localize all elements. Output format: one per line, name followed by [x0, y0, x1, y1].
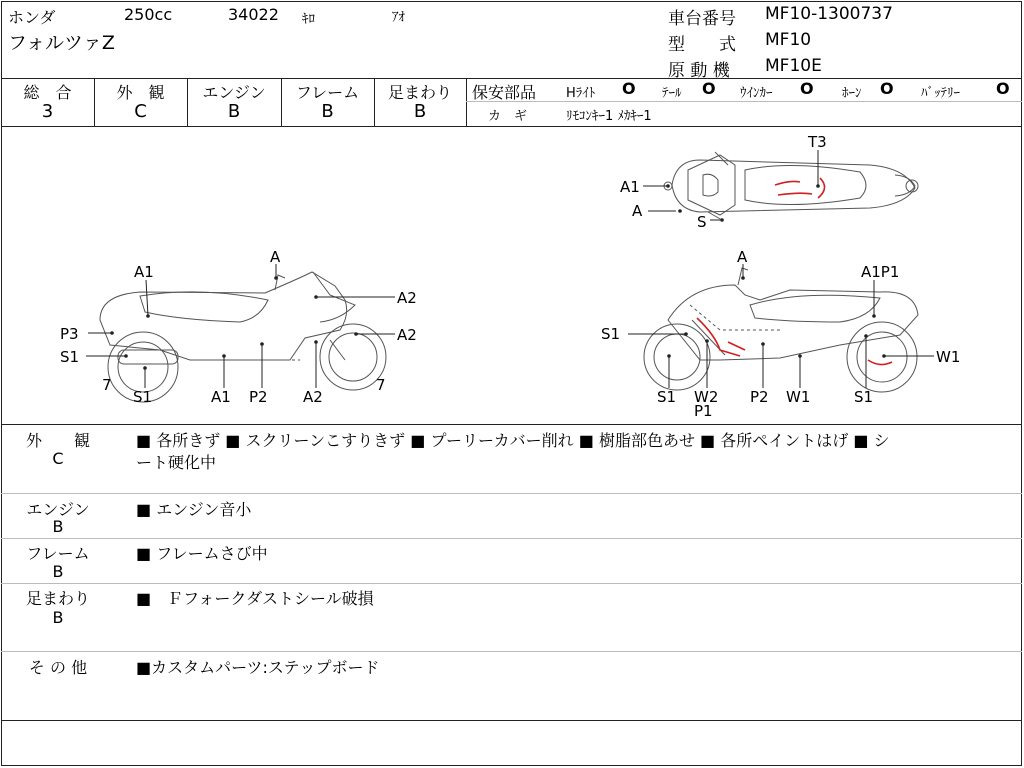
engine-grade-value: B [227, 101, 241, 122]
vehicle-color: ｱｵ [392, 10, 405, 25]
diagram-label: P3 [60, 325, 79, 343]
notes-frame-text: ■ フレームさび中 [136, 544, 268, 563]
diagram-label: 7 [376, 376, 386, 394]
displacement: 250cc [124, 5, 173, 24]
taillight-ok-mark: O [702, 79, 716, 98]
diagram-label: S1 [854, 388, 874, 406]
notes-exterior-label: 外 観 [25, 431, 90, 450]
diagram-label: S [697, 213, 707, 231]
diagram-label: T3 [808, 133, 827, 151]
notes-engine-text: ■ エンジン音小 [136, 500, 252, 519]
diagram-label: A1 [211, 388, 231, 406]
diagram-label: A [632, 202, 643, 220]
diagram-label: A1P1 [861, 263, 900, 281]
diagram-label: S1 [601, 325, 621, 343]
diagram-label: A1 [134, 263, 154, 281]
winker-ok-mark: O [800, 79, 814, 98]
chassis-value: MF10-1300737 [765, 4, 893, 24]
keys-label: カ ギ [488, 109, 528, 124]
divider-footer [1, 720, 1022, 721]
suspension-grade-value: B [413, 101, 427, 122]
diagram-label: A [270, 248, 281, 266]
diagram-label: A1 [620, 178, 640, 196]
notes-frame-grade: B [52, 562, 64, 581]
diagram-label: 7 [102, 376, 112, 394]
battery-ok-mark: O [996, 79, 1010, 98]
mileage: 34022 [228, 5, 279, 24]
overall-grade-value: 3 [41, 101, 54, 122]
diagram-label: A2 [303, 388, 323, 406]
notes-exterior-text: ■ 各所きず ■ スクリーンこすりきず ■ プーリーカバー削れ ■ 樹脂部色あせ ■ 各所ペイントはげ ■ シ [136, 431, 890, 450]
notes-other-text: ■カスタムパーツ:ステップボード [136, 658, 380, 677]
type-value: MF10 [765, 30, 812, 50]
notes-divider [1, 651, 1022, 652]
diagram-label: S1 [133, 388, 153, 406]
diagram-label: P2 [249, 388, 268, 406]
notes-suspension-label: 足まわり [25, 589, 90, 608]
damage-mark [775, 181, 800, 185]
damage-mark [728, 342, 745, 350]
keys-value: ﾘﾓｺﾝｷｰ1 ﾒｶｷｰ1 [566, 109, 652, 124]
diagram-label: A2 [397, 326, 417, 344]
headlight-label: Hﾗｲﾄ [566, 86, 596, 101]
frame-grade-label: フレーム [295, 83, 360, 102]
engine-model-label: 原 動 機 [668, 61, 730, 81]
notes-other-label: そ の 他 [28, 658, 88, 677]
notes-divider [1, 538, 1022, 539]
exterior-grade-value: C [134, 101, 147, 122]
diagram-label: S1 [657, 388, 677, 406]
model-name: フォルツァZ [8, 32, 115, 54]
diagram-label: W1 [936, 348, 961, 366]
safety-parts-label: 保安部品 [472, 83, 537, 102]
exterior-grade-label: 外 観 [116, 83, 165, 102]
suspension-grade-label: 足まわり [387, 83, 452, 102]
diagram-label: A2 [397, 289, 417, 307]
engine-grade-label: エンジン [202, 83, 266, 102]
notes-frame-label: フレーム [26, 544, 90, 563]
engine-model-value: MF10E [765, 56, 822, 76]
mileage-unit: ｷﾛ [302, 12, 315, 27]
horn-ok-mark: O [880, 79, 894, 98]
diagram-label: S1 [60, 348, 80, 366]
battery-label: ﾊﾞｯﾃﾘｰ [921, 86, 960, 101]
damage-mark [868, 360, 892, 365]
notes-divider [1, 583, 1022, 584]
overall-grade-label: 総 合 [23, 83, 72, 102]
winker-label: ｳｲﾝｶｰ [740, 86, 773, 101]
diagram-label: A [737, 248, 748, 266]
notes-engine-label: エンジン [26, 500, 90, 519]
notes-engine-grade: B [52, 517, 64, 536]
taillight-label: ﾃｰﾙ [662, 86, 682, 101]
notes-exterior-grade: C [52, 449, 64, 468]
maker-name: ホンダ [8, 8, 56, 27]
chassis-label: 車台番号 [668, 9, 736, 29]
notes-divider [1, 493, 1022, 494]
headlight-ok-mark: O [622, 79, 636, 98]
frame-grade-value: B [321, 101, 334, 122]
diagram-label: P1 [694, 402, 713, 420]
diagram-label: W1 [786, 388, 811, 406]
notes-suspension-text: ■ Ｆフォークダストシール破損 [136, 589, 374, 608]
scooter-left-side-body [100, 272, 347, 360]
divider-diagram [1, 424, 1022, 425]
damage-mark [818, 178, 825, 198]
type-label: 型 式 [668, 35, 736, 55]
notes-exterior-text-cont: ート硬化中 [136, 453, 217, 472]
notes-suspension-grade: B [52, 608, 64, 627]
damage-mark [778, 193, 812, 195]
horn-label: ﾎｰﾝ [842, 86, 862, 101]
diagram-label: P2 [750, 388, 769, 406]
diagram-label: W2 [694, 388, 719, 406]
